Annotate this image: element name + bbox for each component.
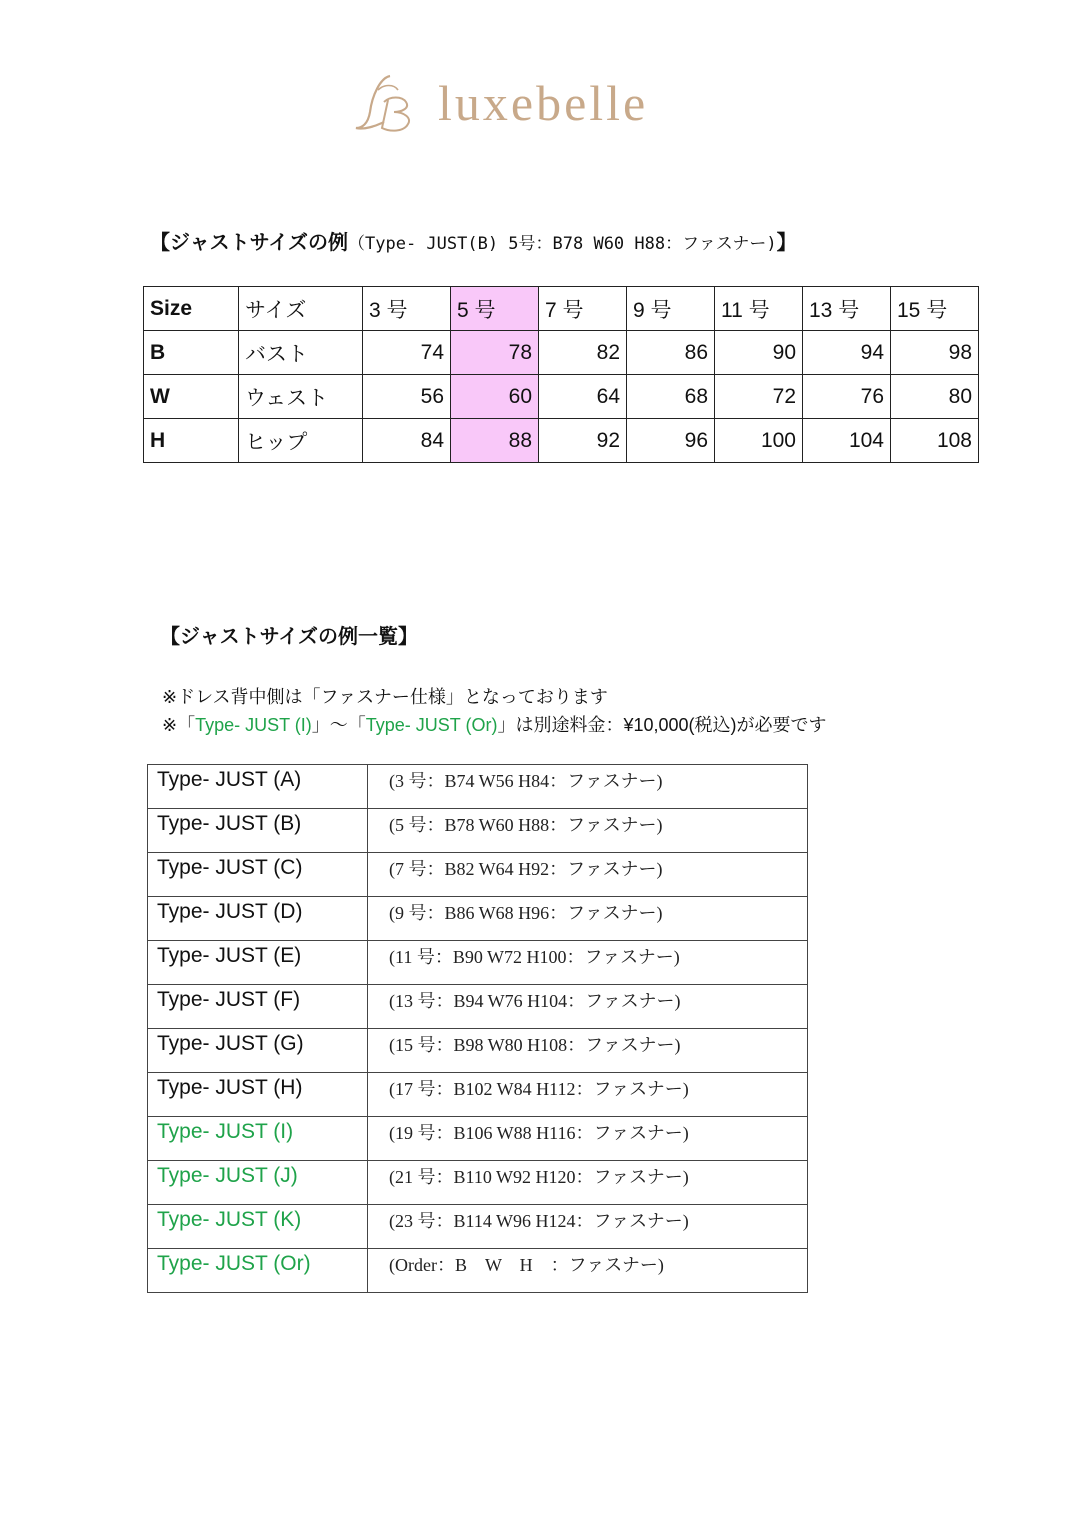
measure-code: B: [144, 331, 239, 375]
list-heading: 【ジャストサイズの例一覧】: [160, 626, 418, 648]
type-row: [148, 941, 808, 985]
type-name: Type- JUST (Or): [148, 1249, 368, 1293]
note-type-highlight: Type- JUST (I): [195, 715, 312, 735]
type-row: [148, 1029, 808, 1073]
size-value: 74: [363, 331, 451, 375]
size-header-cell: サイズ: [239, 287, 363, 331]
note-text: 」～「: [311, 715, 366, 735]
size-value: 104: [803, 419, 891, 463]
type-row: [148, 765, 808, 809]
size-value: 80: [891, 375, 979, 419]
type-row: [148, 1205, 808, 1249]
note-text: ※「: [162, 715, 196, 735]
type-table: [147, 764, 808, 1293]
example-heading-detail: （Type- JUST(B) 5号：B78 W60 H88：ファスナー): [348, 234, 777, 254]
type-row: [148, 1161, 808, 1205]
size-value: 82: [539, 331, 627, 375]
type-name: Type- JUST (E): [148, 941, 368, 985]
type-name: Type- JUST (F): [148, 985, 368, 1029]
size-value: 108: [891, 419, 979, 463]
size-value: 56: [363, 375, 451, 419]
size-value: 98: [891, 331, 979, 375]
measure-code: H: [144, 419, 239, 463]
measure-code: W: [144, 375, 239, 419]
size-header-cell: 7 号: [539, 287, 627, 331]
type-name: Type- JUST (K): [148, 1205, 368, 1249]
note-extra-fee: [162, 711, 827, 739]
size-table-row-waist: [144, 375, 979, 419]
lb-monogram-icon: [350, 68, 430, 140]
measure-name: ヒップ: [239, 419, 363, 463]
size-value: 92: [539, 419, 627, 463]
type-row: [148, 1117, 808, 1161]
size-table-row-hip: [144, 419, 979, 463]
type-name: Type- JUST (J): [148, 1161, 368, 1205]
type-name: Type- JUST (H): [148, 1073, 368, 1117]
size-value: 64: [539, 375, 627, 419]
type-row: [148, 809, 808, 853]
size-header-cell: 15 号: [891, 287, 979, 331]
type-name: Type- JUST (A): [148, 765, 368, 809]
size-value: 84: [363, 419, 451, 463]
size-value: 96: [627, 419, 715, 463]
type-name: Type- JUST (G): [148, 1029, 368, 1073]
brand-logo: [350, 68, 710, 148]
type-description: (5 号：B78 W60 H88：ファスナー): [368, 809, 808, 853]
type-name: Type- JUST (D): [148, 897, 368, 941]
size-value: 94: [803, 331, 891, 375]
type-row: [148, 897, 808, 941]
measure-name: バスト: [239, 331, 363, 375]
size-header-cell: 9 号: [627, 287, 715, 331]
type-description: (15 号：B98 W80 H108：ファスナー): [368, 1029, 808, 1073]
example-heading: [150, 226, 797, 255]
type-description: (7 号：B82 W64 H92：ファスナー): [368, 853, 808, 897]
example-heading-close: 】: [776, 232, 797, 254]
type-description: (Order：B W H ：ファスナー): [368, 1249, 808, 1293]
type-row: [148, 1249, 808, 1293]
type-description: (9 号：B86 W68 H96：ファスナー): [368, 897, 808, 941]
size-value: 90: [715, 331, 803, 375]
type-description: (17 号：B102 W84 H112：ファスナー): [368, 1073, 808, 1117]
type-row: [148, 985, 808, 1029]
brand-name: luxebelle: [438, 75, 649, 131]
size-value-highlighted: 78: [451, 331, 539, 375]
type-description: (21 号：B110 W92 H120：ファスナー): [368, 1161, 808, 1205]
type-name: Type- JUST (C): [148, 853, 368, 897]
type-description: (3 号：B74 W56 H84：ファスナー): [368, 765, 808, 809]
type-row: [148, 853, 808, 897]
size-value-highlighted: 88: [451, 419, 539, 463]
size-table: [143, 286, 979, 463]
size-value: 76: [803, 375, 891, 419]
note-text: 」は別途料金：¥10,000(税込)が必要です: [497, 715, 827, 735]
size-header-cell: 11 号: [715, 287, 803, 331]
size-value: 86: [627, 331, 715, 375]
note-type-highlight: Type- JUST (Or): [365, 715, 498, 735]
example-heading-title: 【ジャストサイズの例: [150, 232, 348, 254]
size-value: 100: [715, 419, 803, 463]
size-table-header-row: [144, 287, 979, 331]
type-name: Type- JUST (I): [148, 1117, 368, 1161]
type-description: (13 号：B94 W76 H104：ファスナー): [368, 985, 808, 1029]
measure-name: ウェスト: [239, 375, 363, 419]
size-table-row-bust: [144, 331, 979, 375]
size-header-cell: 13 号: [803, 287, 891, 331]
notes: [162, 683, 827, 739]
type-description: (11 号：B90 W72 H100：ファスナー): [368, 941, 808, 985]
size-header-cell: 3 号: [363, 287, 451, 331]
note-zipper: ※ドレス背中側は「ファスナー仕様」となっております: [162, 687, 608, 707]
size-value-highlighted: 60: [451, 375, 539, 419]
size-value: 72: [715, 375, 803, 419]
size-header-cell: Size: [144, 287, 239, 331]
size-value: 68: [627, 375, 715, 419]
type-name: Type- JUST (B): [148, 809, 368, 853]
type-row: [148, 1073, 808, 1117]
type-description: (23 号：B114 W96 H124：ファスナー): [368, 1205, 808, 1249]
type-description: (19 号：B106 W88 H116：ファスナー): [368, 1117, 808, 1161]
size-header-cell-highlighted: 5 号: [451, 287, 539, 331]
